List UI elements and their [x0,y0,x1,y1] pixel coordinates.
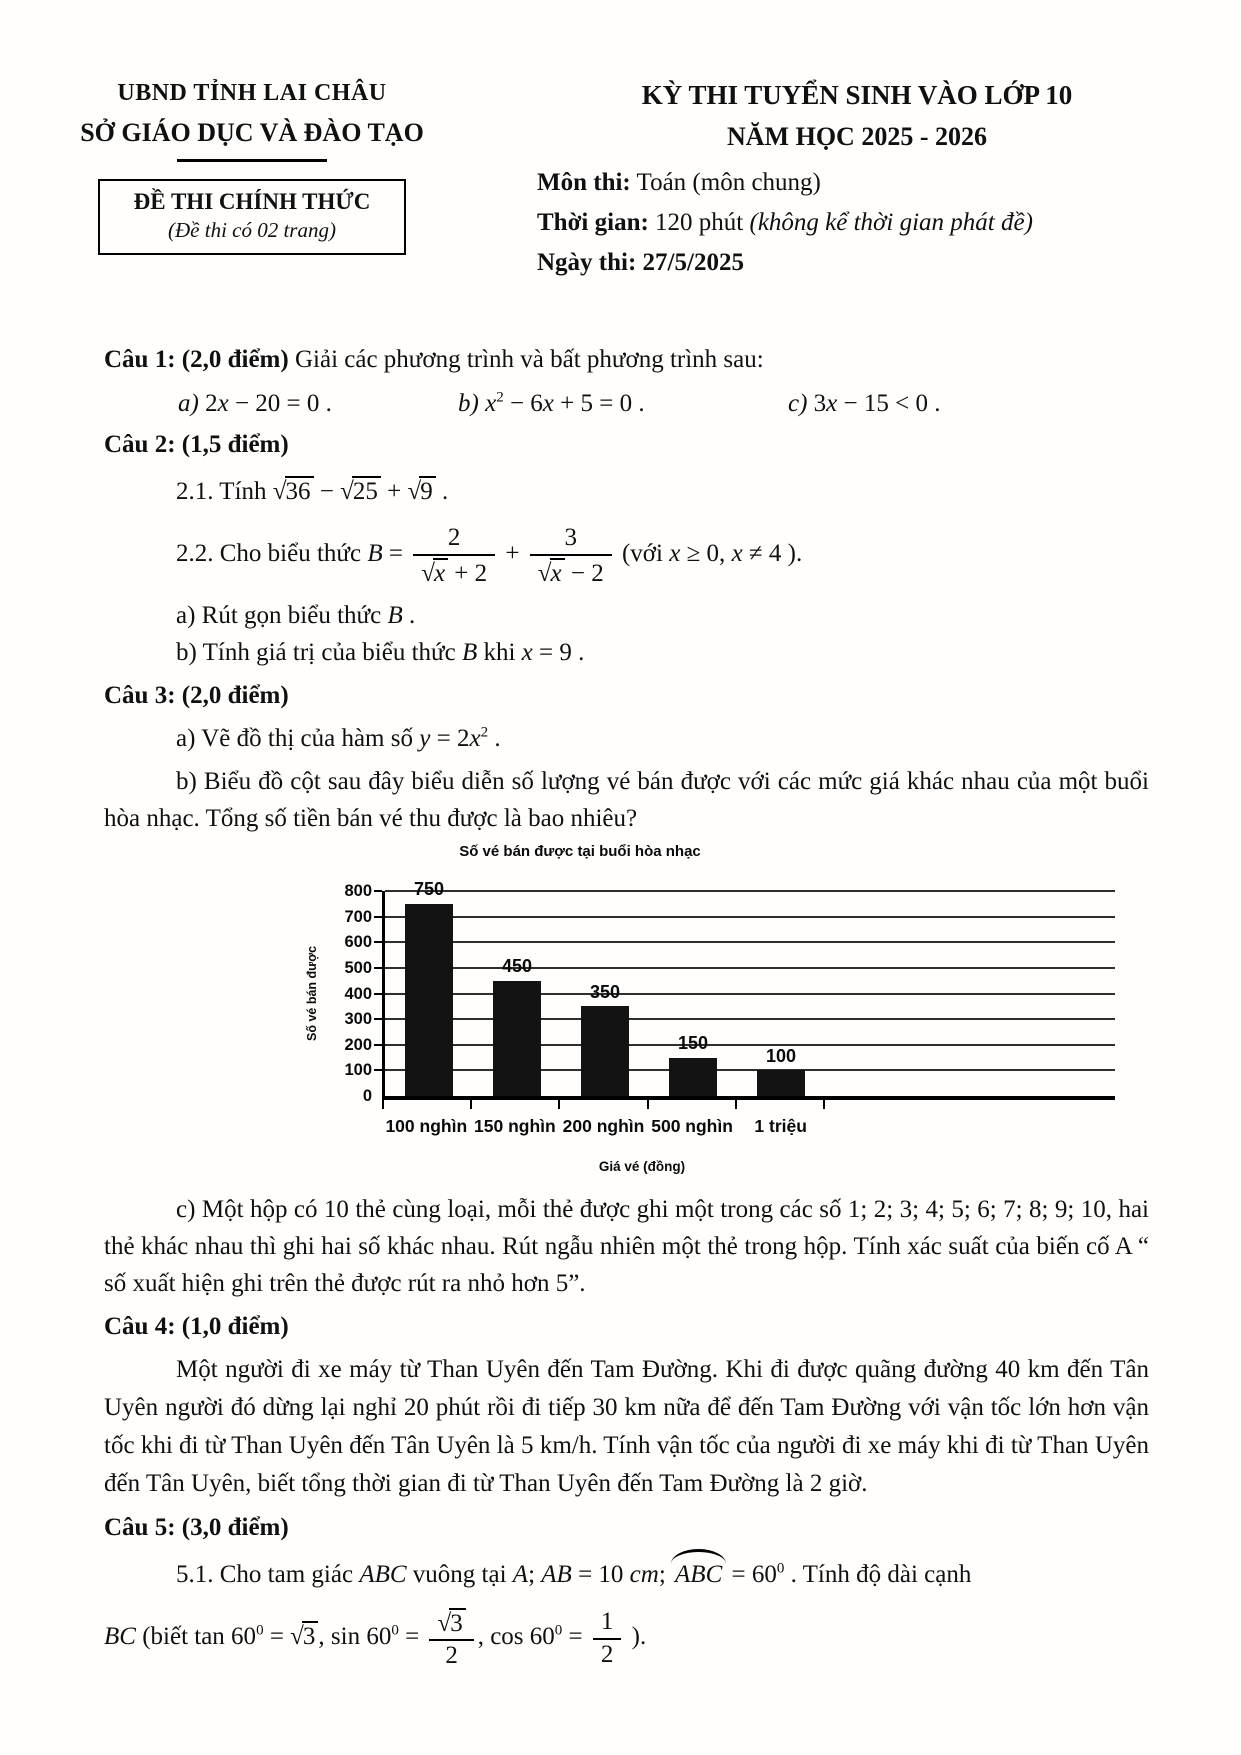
fraction: $\frac{3}{√x - 2}$ [530,524,612,587]
duration-line [537,204,1177,241]
bar-value-label: 450 [501,956,533,977]
exam-body [0,281,1241,1669]
question-3a: a) Vẽ đồ thị của hàm số $y = 2x^2$ . [176,724,501,752]
equation-1b: b) $x^2 - 6x + 5 = 0$ . [458,390,645,418]
bar-slot [737,891,825,1096]
square-root: √36 [273,478,314,505]
y-axis-title: Số vé bán được [304,946,319,1042]
y-tick-label: 200 [344,1035,372,1054]
question-2 [104,426,1149,671]
bar-slot [561,891,649,1096]
official-exam-note: (Đề thi có 02 trang) [168,217,336,242]
question-1-number: Câu 1: (2,0 điểm) [104,346,289,374]
question-3 [104,677,1149,1302]
angle-hat: ABC [672,1556,725,1593]
bar [581,1006,629,1096]
y-tick-label: 400 [344,984,372,1003]
question-2-1: 2.1. Tính √36 − √25 + √9 . [176,478,449,506]
question-1-heading [104,341,1149,378]
question-3b: b) Biểu đồ cột sau đây biểu diễn số lượng vé bán được với các mức giá khác nhau của một buổi hòa nhạc. Tổng số tiền bán vé thu được là bao nhiêu? [104,767,1149,832]
x-tick-label: 100 nghìn [385,1116,468,1137]
square-root: √x [538,560,565,587]
x-tick-label: 200 nghìn [562,1116,645,1137]
bars [385,879,825,1096]
x-axis-ticks [382,1100,825,1109]
y-tick-label: 0 [362,1086,372,1105]
y-tick-label: 800 [344,881,372,900]
bar-value-label: 350 [589,981,621,1002]
bar-slot [649,891,737,1096]
header-left [62,76,442,281]
x-tick [558,1100,646,1109]
question-4 [104,1308,1149,1503]
chart-title: Số vé bán được tại buổi hòa nhạc [459,842,701,860]
y-tick-label: 100 [344,1061,372,1080]
y-tick-label: 500 [344,958,372,977]
bar-value-label: 750 [413,879,445,900]
bar [405,904,453,1096]
y-tick-label: 700 [344,907,372,926]
question-1-prompt: Giải các phương trình và bất phương trình sau: [288,346,764,374]
question-2-heading: Câu 2: (1,5 điểm) [104,431,289,459]
question-2-2a: a) Rút gọn biểu thức B . [176,601,416,629]
square-root: √3 [290,1623,318,1650]
bar [757,1070,805,1096]
chart-body [300,879,1115,1177]
question-3c: c) Một hộp có 10 thẻ cùng loại, mỗi thẻ được ghi một trong các số 1; 2; 3; 4; 5; 6; 7; 8; 9; 10, hai thẻ khác nhau thì ghi hai số khác nhau. Rút ngẫu nhiên một thẻ trong hộp. Tính xác suất của biến cố A “ số xuất hiện ghi trên thẻ được rút ra nhỏ hơn 5”. [104,1195,1149,1297]
bar-slot [473,891,561,1096]
duration-label: Thời gian: [537,209,649,237]
bar-slot [385,879,473,1096]
x-tick [382,1100,470,1109]
x-axis-title: Giá vé (đồng) [598,1159,686,1174]
bar [669,1058,717,1096]
question-2-2: 2.2. Cho biểu thức B = $\frac{2}{√x + 2}$ + $\frac{3}{√x - 2}$ (với x ≥ 0, x ≠ 4 ). [176,524,803,587]
x-tick [647,1100,735,1109]
duration-value: 120 phút [648,209,750,237]
question-5 [104,1509,1149,1670]
square-root: √25 [340,478,381,505]
y-tick-label: 300 [344,1010,372,1029]
question-4-heading: Câu 4: (1,0 điểm) [104,1312,289,1340]
exam-date-line: Ngày thi: 27/5/2025 [537,249,744,277]
equation-1a: a) 2x − 20 = 0 . [178,390,332,418]
fraction: $\frac{1}{2}$ [593,1608,622,1668]
question-5-1: 5.1. Cho tam giác ABC vuông tại A; AB = 10 cm; ABC = $60^0$ . Tính độ dài cạnh [176,1556,1149,1593]
subject-value: Toán (môn chung) [630,169,821,197]
square-root: √9 [407,478,435,505]
subject-label: Môn thi: [537,169,631,197]
question-2-2b: b) Tính giá trị của biểu thức B khi x = 9 . [176,638,585,666]
fraction: $\frac{√3}{2}$ [429,1607,473,1670]
equation-1c: c) 3x − 15 < 0 . [788,390,941,418]
question-1-equations [178,385,1149,422]
bar-value-label: 150 [677,1033,709,1054]
square-root: √3 [437,1610,465,1637]
plot-area [382,879,1115,1100]
x-tick [470,1100,558,1109]
question-1 [104,341,1149,422]
x-tick-label: 150 nghìn [474,1116,556,1137]
subject-line [537,164,1177,201]
question-3-heading: Câu 3: (2,0 điểm) [104,681,289,709]
square-root: √x [421,560,448,587]
bar [493,981,541,1096]
question-4-body: Một người đi xe máy từ Than Uyên đến Tam Đường. Khi đi được quãng đường 40 km đến Tân Uyên người đó dừng lại nghỉ 20 phút rồi đi tiếp 30 km nữa để đến Tam Đường với vận tốc lớn hơn vận tốc khi đi từ Than Uyên đến Tân Uyên là 5 km/h. Tính vận tốc của người đi xe máy khi đi từ Than Uyên đến Tân Uyên, biết tổng thời gian đi từ Than Uyên đến Tam Đường là 2 giờ. [104,1355,1149,1497]
header-right [537,76,1177,281]
exam-title-line2: NĂM HỌC 2025 - 2026 [727,121,987,151]
x-tick-label: 1 triệu [754,1116,807,1137]
x-axis-tick-labels [382,1114,825,1140]
official-exam-title: ĐỀ THI CHÍNH THỨC [133,188,371,214]
page-header [0,0,1241,281]
exam-title-line1: KỲ THI TUYỂN SINH VÀO LỚP 10 [641,80,1073,110]
question-5-1-continued: BC (biết $\tan 60^0 = √3$ , $\sin 60^0$ = $\frac{√3}{2}$ , $\cos 60^0$ = $\frac{1}{2}$ ). [104,1608,647,1670]
y-tick-label: 600 [344,933,372,952]
org-underline [177,159,327,162]
bar-value-label: 100 [765,1045,797,1066]
org-name-line1: UBND TỈNH LAI CHÂU [117,80,387,106]
official-exam-box [98,179,406,255]
bar-chart [300,841,1115,1177]
fraction: $\frac{2}{√x + 2}$ [413,524,495,587]
x-tick [735,1100,825,1109]
x-tick-label: 500 nghìn [651,1116,733,1137]
duration-note: (không kể thời gian phát đề) [749,209,1033,237]
org-name-line2: SỞ GIÁO DỤC VÀ ĐÀO TẠO [80,117,424,147]
exam-meta [537,164,1177,281]
question-5-heading: Câu 5: (3,0 điểm) [104,1513,289,1541]
